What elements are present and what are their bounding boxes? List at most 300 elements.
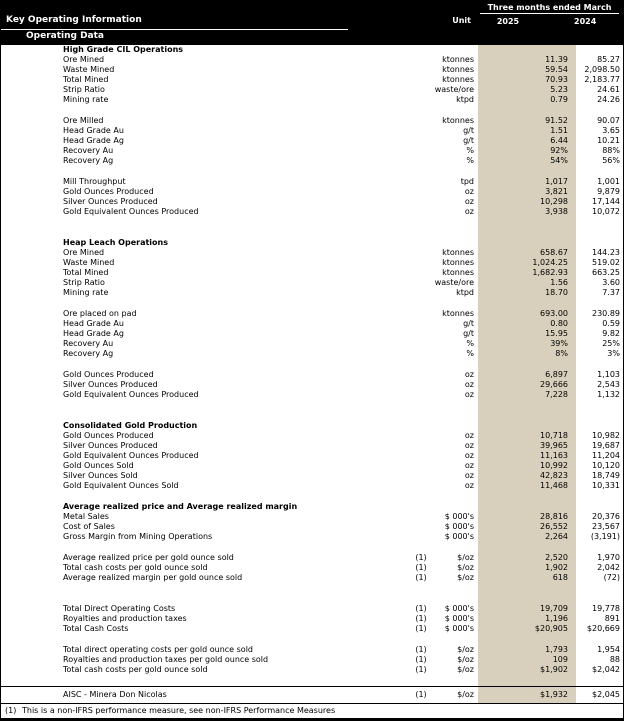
row-label — [1, 410, 408, 421]
footnote-marker: (1) — [415, 614, 427, 624]
table-row — [1, 268, 623, 278]
value-2024-cell: 891 — [604, 614, 620, 624]
value-2025-cell — [478, 502, 576, 512]
value-2025-cell: 693.00 — [478, 309, 576, 319]
footnote-marker — [408, 370, 434, 380]
unit-cell: ktonnes — [442, 268, 474, 278]
value-2025-cell — [478, 594, 576, 605]
footnote-marker — [408, 491, 434, 502]
value-2024-cell: 90.07 — [597, 115, 620, 125]
unit-cell — [434, 491, 478, 502]
unit-cell: % — [466, 348, 474, 358]
footnote-marker — [408, 227, 434, 238]
unit-cell: % — [466, 145, 474, 155]
footnote-marker — [408, 217, 434, 228]
value-2024-cell: 24.26 — [597, 95, 620, 104]
value-2024-cell: 1,970 — [597, 552, 620, 562]
unit-cell: g/t — [463, 328, 474, 338]
value-2024-cell: 23,567 — [592, 522, 620, 532]
row-label: Ore Mined — [63, 55, 105, 64]
row-label — [1, 583, 408, 594]
footnote-marker — [408, 634, 434, 645]
row-label — [1, 491, 408, 502]
table-row — [1, 278, 623, 288]
row-label: Average realized price per gold ounce sold — [63, 552, 234, 562]
row-label: Average realized price and Average realized margin — [63, 502, 298, 512]
value-2024-cell: 10,120 — [592, 461, 620, 471]
row-label: Recovery Au — [63, 145, 114, 155]
table-row — [1, 553, 623, 563]
value-2024-cell: 3% — [607, 348, 620, 358]
section-subtitle: Operating Data — [26, 31, 104, 41]
table-row — [1, 298, 623, 309]
footnote-marker — [408, 532, 434, 542]
value-2024-cell: 519.02 — [592, 258, 620, 268]
footnote-marker — [408, 319, 434, 329]
footnote-marker: (1) — [415, 624, 427, 634]
table-row — [1, 95, 623, 105]
unit-cell: $/oz — [457, 655, 474, 665]
row-label: Recovery Ag — [63, 348, 114, 358]
row-label: Silver Ounces Produced — [63, 441, 158, 451]
table-row — [1, 380, 623, 390]
footnote-marker — [408, 146, 434, 156]
footnote-marker — [408, 207, 434, 217]
row-label — [1, 675, 408, 686]
row-label: Average realized margin per gold ounce sold — [63, 572, 243, 582]
row-label: AISC - Minera Don Nicolas — [63, 689, 167, 699]
unit-cell: $/oz — [457, 552, 474, 562]
value-2024-cell: 0.59 — [602, 318, 620, 328]
value-2024-cell: (72) — [603, 572, 620, 582]
section-heading-row — [1, 238, 623, 248]
table-row — [1, 594, 623, 605]
value-2024-cell — [576, 502, 623, 512]
value-2025-cell: 19,709 — [478, 604, 576, 614]
value-2025-cell — [478, 227, 576, 238]
unit-cell: oz — [464, 461, 474, 471]
table-row — [1, 177, 623, 187]
unit-cell — [434, 359, 478, 370]
row-label — [1, 542, 408, 553]
unit-cell — [434, 400, 478, 411]
value-2024-cell: 230.89 — [592, 308, 620, 318]
footnote-marker — [408, 156, 434, 166]
row-label — [1, 634, 408, 645]
table-row — [1, 431, 623, 441]
footnote-marker — [408, 481, 434, 491]
value-2025-cell: 70.93 — [478, 75, 576, 85]
table-row — [1, 349, 623, 359]
value-2025-cell: 10,992 — [478, 461, 576, 471]
value-2024-cell — [576, 542, 623, 553]
row-label: Royalties and production taxes per gold ounce sold — [63, 655, 269, 665]
unit-cell: $ 000's — [444, 614, 474, 624]
footnote-marker — [408, 431, 434, 441]
table-row — [1, 329, 623, 339]
period-label: Three months ended March — [480, 3, 620, 14]
table-row — [1, 187, 623, 197]
value-2025-cell: 91.52 — [478, 116, 576, 126]
value-2024-cell — [576, 298, 623, 309]
footnote-marker — [408, 116, 434, 126]
footnote-marker — [408, 238, 434, 248]
value-2024-cell: 17,144 — [592, 196, 620, 206]
table-row — [1, 217, 623, 228]
footnote-marker — [408, 258, 434, 268]
table-row — [1, 491, 623, 502]
value-2024-cell: 1,103 — [597, 369, 620, 379]
value-2025-cell: 92% — [478, 146, 576, 156]
value-2025-cell: 10,718 — [478, 431, 576, 441]
value-2024-cell: 88% — [602, 145, 620, 155]
value-2024-cell: 1,001 — [597, 176, 620, 186]
value-2025-cell: 1,682.93 — [478, 268, 576, 278]
unit-cell: oz — [464, 206, 474, 216]
value-2024-cell: 3.60 — [602, 278, 620, 288]
row-label: Gold Equivalent Ounces Produced — [63, 451, 199, 461]
value-2025-cell — [478, 400, 576, 411]
value-2025-cell: 658.67 — [478, 248, 576, 258]
row-label: Total Mined — [63, 268, 109, 278]
table-row — [1, 675, 623, 686]
table-row — [1, 309, 623, 319]
value-2025-cell: 1,793 — [478, 645, 576, 655]
table-row — [1, 542, 623, 553]
footnote-text: This is a non-IFRS performance measure, see non-IFRS Performance Measures — [22, 706, 336, 715]
unit-cell — [434, 502, 478, 512]
row-label: Waste Mined — [63, 258, 115, 268]
unit-cell: $ 000's — [444, 604, 474, 614]
table-row — [1, 655, 623, 665]
value-2025-cell — [478, 298, 576, 309]
table-row — [1, 645, 623, 655]
table-row — [1, 116, 623, 126]
value-2024-cell: 19,687 — [592, 441, 620, 451]
table-row — [1, 604, 623, 614]
unit-cell: % — [466, 338, 474, 348]
footnote-marker — [408, 75, 434, 85]
value-2024-cell — [576, 359, 623, 370]
value-2025-cell: 11,468 — [478, 481, 576, 491]
table-row — [1, 522, 623, 532]
column-header-2025: 2025 — [496, 17, 520, 26]
unit-cell: ktpd — [456, 95, 474, 104]
value-2024-cell: 88 — [609, 655, 620, 665]
row-label: Head Grade Au — [63, 318, 124, 328]
table-row — [1, 288, 623, 298]
value-2025-cell: 3,821 — [478, 187, 576, 197]
unit-cell: ktonnes — [442, 258, 474, 268]
value-2025-cell: 6,897 — [478, 370, 576, 380]
unit-cell: oz — [464, 481, 474, 491]
table-row — [1, 400, 623, 411]
unit-cell: oz — [464, 471, 474, 481]
footnote-marker — [408, 675, 434, 686]
footnote-marker — [408, 512, 434, 522]
unit-cell: waste/ore — [434, 85, 474, 94]
value-2025-cell — [478, 410, 576, 421]
table-row — [1, 55, 623, 65]
footnote-marker — [408, 298, 434, 309]
unit-cell: oz — [464, 431, 474, 441]
row-label — [1, 359, 408, 370]
unit-cell — [434, 583, 478, 594]
value-2024-cell: 2,098.50 — [584, 65, 620, 74]
unit-cell: $/oz — [457, 689, 474, 699]
value-2024-cell — [576, 166, 623, 177]
table-row — [1, 583, 623, 594]
value-2025-cell: 1.51 — [478, 126, 576, 136]
footnote-marker — [408, 410, 434, 421]
footnote-marker — [408, 65, 434, 75]
unit-cell: $/oz — [457, 572, 474, 582]
footnote-marker — [408, 85, 434, 95]
row-label: Ore Mined — [63, 248, 105, 258]
row-label: Recovery Au — [63, 338, 114, 348]
row-label: Gross Margin from Mining Operations — [63, 532, 213, 542]
footnote-marker — [408, 522, 434, 532]
value-2025-cell: 1,024.25 — [478, 258, 576, 268]
table-row — [1, 481, 623, 491]
unit-cell — [434, 542, 478, 553]
footnote-marker — [408, 278, 434, 288]
value-2025-cell: 42,823 — [478, 471, 576, 481]
value-2025-cell: 0.79 — [478, 95, 576, 105]
value-2025-cell — [478, 491, 576, 502]
unit-column-header: Unit — [452, 16, 471, 25]
footnote-marker — [408, 309, 434, 319]
row-label: Total cash costs per gold ounce sold — [63, 562, 208, 572]
row-label: Head Grade Ag — [63, 135, 124, 145]
footnote-marker — [408, 441, 434, 451]
table-row — [1, 339, 623, 349]
row-label: Gold Equivalent Ounces Sold — [63, 481, 179, 491]
footnote-marker — [408, 105, 434, 116]
table-row — [1, 461, 623, 471]
value-2025-cell: 2,520 — [478, 553, 576, 563]
section-heading-row — [1, 45, 623, 55]
footnote-marker — [408, 55, 434, 65]
footnote-marker: (1) — [415, 562, 427, 572]
row-label: Gold Ounces Produced — [63, 431, 154, 441]
footnote-marker — [408, 268, 434, 278]
row-label: Ore Milled — [63, 115, 104, 125]
footnote-marker — [408, 136, 434, 146]
table-row — [1, 532, 623, 542]
footnote-marker — [408, 95, 434, 105]
row-label: Silver Ounces Sold — [63, 471, 138, 481]
table-row — [1, 166, 623, 177]
value-2024-cell: 1,954 — [597, 645, 620, 655]
table-row — [1, 197, 623, 207]
value-2025-cell — [478, 217, 576, 228]
row-label — [1, 594, 408, 605]
unit-cell: $/oz — [457, 562, 474, 572]
row-label: Head Grade Ag — [63, 328, 124, 338]
footnote-marker: (1) — [415, 645, 427, 655]
row-label — [1, 298, 408, 309]
unit-cell — [434, 238, 478, 248]
unit-cell: oz — [464, 441, 474, 451]
row-label: Mining rate — [63, 95, 109, 104]
table-row — [1, 359, 623, 370]
value-2024-cell: 10,072 — [592, 206, 620, 216]
footnote-marker — [408, 461, 434, 471]
value-2024-cell — [576, 421, 623, 431]
unit-cell — [434, 217, 478, 228]
row-label: Total Cash Costs — [63, 624, 129, 634]
footnote-marker: (1) — [415, 689, 427, 699]
footnote-marker — [408, 451, 434, 461]
footnote-marker — [408, 471, 434, 481]
table-row — [1, 207, 623, 217]
value-2024-cell: 19,778 — [592, 604, 620, 614]
row-label — [1, 105, 408, 116]
unit-cell: $ 000's — [444, 522, 474, 532]
unit-cell — [434, 675, 478, 686]
table-row — [1, 227, 623, 238]
footnote — [1, 703, 623, 719]
unit-cell — [434, 410, 478, 421]
page-title: Key Operating Information — [6, 15, 142, 25]
operating-data-table — [1, 45, 623, 703]
footnote-marker: (1) — [415, 572, 427, 582]
table-row — [1, 665, 623, 675]
value-2024-cell: 2,543 — [597, 379, 620, 389]
footnote-marker — [408, 421, 434, 431]
value-2025-cell: $1,902 — [478, 665, 576, 675]
row-label: Gold Equivalent Ounces Produced — [63, 206, 199, 216]
footnote-marker — [408, 339, 434, 349]
row-label: Head Grade Au — [63, 125, 124, 135]
value-2025-cell: 59.54 — [478, 65, 576, 75]
footnote-marker — [408, 288, 434, 298]
value-2025-cell — [478, 359, 576, 370]
unit-cell: oz — [464, 389, 474, 399]
table-row — [1, 85, 623, 95]
value-2024-cell: 85.27 — [597, 55, 620, 64]
unit-cell — [434, 594, 478, 605]
value-2024-cell: 24.61 — [597, 85, 620, 94]
unit-cell: tpd — [460, 176, 474, 186]
value-2024-cell — [576, 217, 623, 228]
value-2025-cell — [478, 421, 576, 431]
value-2025-cell: 109 — [478, 655, 576, 665]
report-header — [1, 1, 623, 45]
table-row — [1, 624, 623, 634]
value-2024-cell: 144.23 — [592, 248, 620, 258]
table-row — [1, 686, 623, 703]
value-2025-cell — [478, 675, 576, 686]
unit-cell: $ 000's — [444, 512, 474, 522]
value-2025-cell: 3,938 — [478, 207, 576, 217]
value-2024-cell — [576, 45, 623, 55]
unit-cell: $/oz — [457, 665, 474, 675]
row-label: Silver Ounces Produced — [63, 379, 158, 389]
value-2024-cell: 7.37 — [602, 288, 620, 298]
row-label: High Grade CIL Operations — [63, 45, 184, 54]
unit-cell — [434, 105, 478, 116]
unit-cell — [434, 634, 478, 645]
value-2024-cell: 25% — [602, 338, 620, 348]
row-label: Heap Leach Operations — [63, 238, 168, 248]
value-2025-cell: 11,163 — [478, 451, 576, 461]
unit-cell — [434, 45, 478, 55]
footnote-marker — [408, 166, 434, 177]
period-header — [476, 3, 623, 12]
unit-cell — [434, 298, 478, 309]
value-2025-cell: 39% — [478, 339, 576, 349]
footnote-marker: (1) — [415, 604, 427, 614]
value-2024-cell — [576, 491, 623, 502]
value-2025-cell: 10,298 — [478, 197, 576, 207]
unit-cell: $/oz — [457, 645, 474, 655]
unit-cell: oz — [464, 186, 474, 196]
footnote-marker — [408, 583, 434, 594]
unit-cell: ktonnes — [442, 115, 474, 125]
value-2025-cell — [478, 45, 576, 55]
table-row — [1, 258, 623, 268]
unit-cell: oz — [464, 369, 474, 379]
value-2024-cell: 2,183.77 — [584, 75, 620, 84]
value-2025-cell: 6.44 — [478, 136, 576, 146]
row-label — [1, 217, 408, 228]
table-row — [1, 634, 623, 645]
table-row — [1, 573, 623, 583]
table-row — [1, 248, 623, 258]
value-2025-cell — [478, 634, 576, 645]
table-row — [1, 105, 623, 116]
unit-cell: ktonnes — [442, 75, 474, 84]
table-row — [1, 441, 623, 451]
footnote-marker: (1) — [415, 665, 427, 675]
value-2025-cell — [478, 542, 576, 553]
table-row — [1, 136, 623, 146]
unit-cell: ktonnes — [442, 248, 474, 258]
table-row — [1, 126, 623, 136]
value-2024-cell — [576, 675, 623, 686]
value-2025-cell — [478, 166, 576, 177]
row-label: Mining rate — [63, 288, 109, 298]
title-underline — [1, 29, 348, 30]
value-2025-cell — [478, 238, 576, 248]
row-label: Total Direct Operating Costs — [63, 604, 176, 614]
value-2025-cell: 54% — [478, 156, 576, 166]
row-label: Royalties and production taxes — [63, 614, 187, 624]
value-2025-cell — [478, 583, 576, 594]
section-heading-row — [1, 502, 623, 512]
footnote-marker: (1) — [415, 655, 427, 665]
value-2025-cell: 1,017 — [478, 177, 576, 187]
unit-cell — [434, 421, 478, 431]
value-2024-cell — [576, 400, 623, 411]
table-row — [1, 563, 623, 573]
row-label: Ore placed on pad — [63, 308, 137, 318]
value-2025-cell: 5.23 — [478, 85, 576, 95]
row-label: Strip Ratio — [63, 278, 105, 288]
value-2024-cell — [576, 594, 623, 605]
value-2025-cell: 1,902 — [478, 563, 576, 573]
unit-cell: ktonnes — [442, 65, 474, 74]
footnote-marker — [408, 542, 434, 553]
value-2024-cell: 11,204 — [592, 451, 620, 461]
table-row — [1, 65, 623, 75]
footnote-marker — [408, 187, 434, 197]
unit-cell: ktonnes — [442, 55, 474, 64]
row-label: Strip Ratio — [63, 85, 105, 94]
value-2025-cell: 26,552 — [478, 522, 576, 532]
